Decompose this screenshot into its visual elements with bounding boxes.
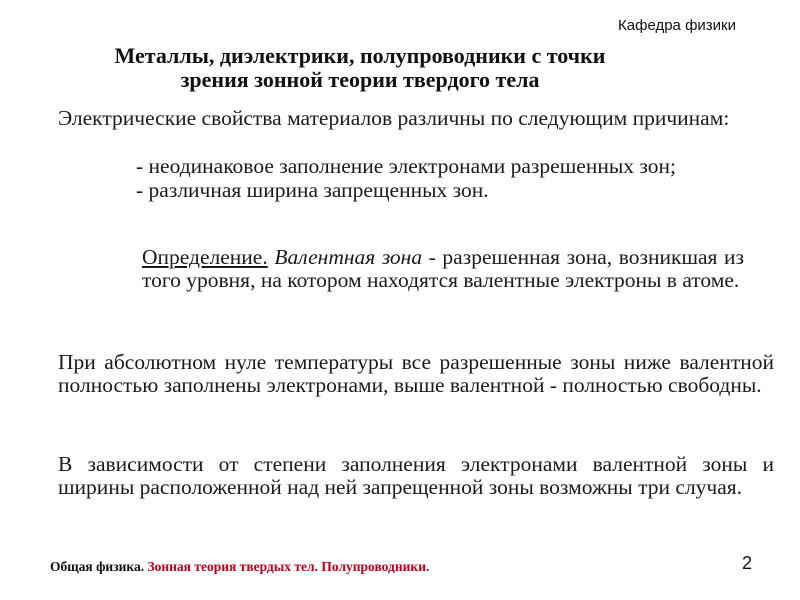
footer-course: Общая физика. <box>50 559 145 574</box>
reason-item: - неодинаковое заполнение электронами разрешенных зон; <box>136 154 676 178</box>
reason-item: - различная ширина запрещенных зон. <box>136 178 489 202</box>
cases-paragraph: В зависимости от степени заполнения электронами валентной зоны и ширины расположенной над ней запрещенной зоны возможны три случая. <box>58 452 774 499</box>
definition-term: Валентная зона <box>274 245 423 269</box>
page-number: 2 <box>741 553 752 573</box>
absolute-zero-paragraph: При абсолютном нуле температуры все разрешенные зоны ниже валентной полностью заполнены электронами, выше валентной - полностью свободны. <box>58 350 774 397</box>
definition-text: - разрешенная зона, возникшая из того уровня, на котором находятся валентные электроны в атоме. <box>142 245 745 292</box>
department-label: Кафедра физики <box>618 17 736 34</box>
slide-title-line-2: зрения зонной теории твердого тела <box>180 67 540 92</box>
footer-topic: Зонная теория твердых тел. Полупроводники. <box>147 559 430 574</box>
slide-title-line-1: Металлы, диэлектрики, полупроводники с точки <box>114 43 606 68</box>
definition-label: Определение. <box>142 245 268 269</box>
definition-block <box>142 246 744 292</box>
slide-title <box>0 44 720 92</box>
intro-paragraph: Электрические свойства материалов различны по следующим причинам: <box>58 106 730 130</box>
footer-caption <box>50 559 429 575</box>
